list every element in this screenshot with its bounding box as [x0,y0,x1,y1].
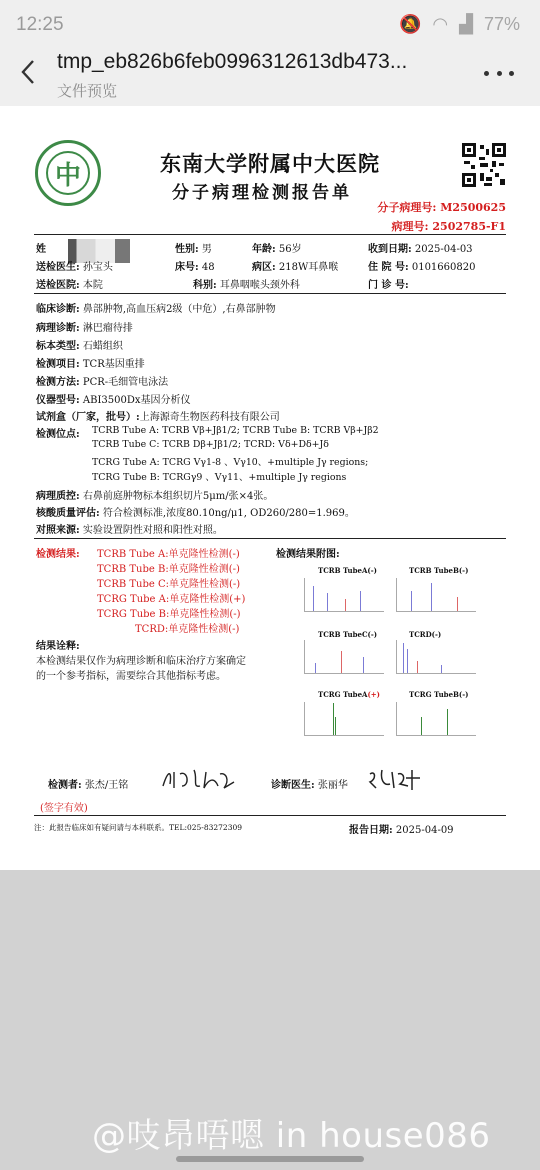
figure-title: TCRG TubeA(+) [318,690,380,699]
figure-title: TCRD(-) [409,630,442,639]
signature-valid-note: (签字有效) [40,803,88,814]
interpretation-label: 结果诠释: [36,641,80,652]
file-title: tmp_eb826b6feb0996312613db473... [57,50,408,73]
electropherogram [396,640,476,674]
report-title: 分子病理检测报告单 [172,183,352,203]
more-options-icon[interactable] [484,58,514,88]
test-item: TCR基因重排 [82,359,145,370]
site-line: TCRB Tube A: TCRB Vβ+Jβ1/2; TCRB Tube B: TCRB Vβ+Jβ2 [92,425,379,436]
site-line: TCRB Tube C: TCRB Dβ+Jβ1/2; TCRD: Vδ+Dδ+Jδ [92,439,329,450]
result-figures [296,560,486,750]
reagent-kit: 上海源奇生物医药科技有限公司 [139,412,280,423]
molecular-pathology-number: 分子病理号: M2500625 [377,201,506,214]
pathology-number: 病理号: 2502785-F1 [391,220,506,233]
contact-note: 注：此报告临床如有疑问请与本科联系。TEL:025-83272309 [34,823,243,832]
gesture-nav-bar[interactable] [176,1156,364,1162]
result-line: TCRB Tube B:单克隆性检测(-) [97,564,240,575]
doctor-signature [366,766,424,795]
app-bar [0,40,540,106]
divider [34,293,506,294]
result-line: TCRG Tube B:单克隆性检测(-) [97,609,241,620]
nucleic-acid-quality: 符合检测标准,浓度80.10ng/μ1, OD260/280=1.969。 [102,508,355,519]
figure-title: TCRB TubeB(-) [409,566,469,575]
figure-title: TCRB TubeC(-) [318,630,378,639]
result-line: TCRD:单克隆性检测(-) [135,624,240,635]
interpretation-line: 本检测结果仅作为病理诊断和临床治疗方案确定 [36,656,246,667]
quality-control: 右鼻前庭肿物标本组织切片5μm/张×4张。 [82,491,274,502]
back-arrow-icon[interactable] [14,54,42,90]
instrument: ABI3500Dx基因分析仪 [82,395,191,406]
watermark-text: @吱昂唔嗯 in house086 [92,1116,491,1156]
electropherogram [304,578,384,612]
result-line: TCRG Tube A:单克隆性检测(+) [97,594,246,605]
status-time: 12:25 [16,14,64,35]
report-date: 2025-04-09 [395,825,454,836]
hospital-seal-logo: 中 [35,140,101,206]
battery-text: 77% [483,14,520,34]
figure-title: TCRB TubeA(-) [318,566,377,575]
electropherogram [396,578,476,612]
electropherogram [304,702,384,736]
results-label: 检测结果: [36,549,80,560]
qr-code-icon [462,143,506,187]
figure-title: TCRG TubeB(-) [409,690,469,699]
examiner-name: 张杰/王铭 [84,780,129,791]
site-line: TCRG Tube B: TCRGγ9 、Vγ11、+multiple Jγ regions [92,472,347,483]
divider [34,815,506,816]
pathology-diagnosis: 淋巴瘤待排 [82,323,133,334]
result-line: TCRB Tube A:单克隆性检测(-) [97,549,240,560]
examiner-signature [160,766,236,795]
result-line: TCRB Tube C:单克隆性检测(-) [97,579,241,590]
file-subtitle: 文件预览 [57,82,118,100]
test-method: PCR-毛细管电泳法 [82,377,169,388]
mute-icon: 🔕 [398,14,422,34]
control-source: 实验设置阴性对照和阳性对照。 [82,525,223,536]
signal-icon: ▟ [459,14,473,34]
diagnosis-doctor-name: 张丽华 [317,780,348,791]
electropherogram [304,640,384,674]
report-document: 中 东南大学附属中大医院 分子病理检测报告单 分子病理号: M2500625 病理号: 2502785-F1 姓 性别: 男 年龄: 56岁 收到日期: 2025-04-03 送检医生: 孙宝头 床号: 48 病区: 218W耳鼻喉 住 院 号: 0101660820 送检医院: 本院 科别: 耳鼻咽喉头颈外科 门 诊 号: 临床诊断: 鼻部肿物,高血压病2级（中危）,右鼻部肿物 病理诊断: 淋巴瘤待排 标本类型: 石蜡组织 检测项目: TCR基因重排 检测方法: PCR-毛细管电泳法 仪器型号: ABI3500Dx基因分析仪 试剂盒（厂家，批号）:上海源奇生物医药科技有限公司 检测位点: TCRB Tube A: TCRB Vβ+Jβ1/2; TCRB Tube B: TCRB Vβ+Jβ2 TCRB Tube C: TCRB Dβ+Jβ1/2; TCRD: Vδ+Dδ+Jδ TCRG Tube A: TCRG Vγ1-8 、Vγ10、+multiple Jγ regions; TCRG Tube B: TCRGγ9 、Vγ11、+multiple Jγ regions 病理质控: 右鼻前庭肿物标本组织切片5μm/张×4张。 核酸质量评估: 符合检测标准,浓度80.10ng/μ1, OD260/280=1.969。 对照来源: 实验设置阴性对照和阳性对照。 检测结果: TCRB Tube A:单克隆性检测(-) TCRB Tube B:单克隆性检测(-) TCRB Tube C:单克隆性检测(-) TCRG Tube A:单克隆性检测(+) TCRG Tube B:单克隆性检测(-) TCRD:单克隆性检测(-) 检测结果附图: TCRB TubeA(-) TCRB TubeB(-) TCRB TubeC(-) TCRD(-) TCRG TubeA(+) TCRG TubeB(-) 结果诠释: 本检测结果仅作为病理诊断和临床治疗方案确定 的一个参考指标，需要综合其他指标考虑。 检测者: 张杰/王铭 诊断医生: 张丽华 (签字有效) 注：此报告临床如有疑问请与本科联系。TEL:025-83272309 报告日期: 2025-04-09 [0,106,540,870]
hospital-name: 东南大学附属中大医院 [160,151,380,176]
divider [34,234,506,235]
specimen-type: 石蜡组织 [82,341,123,352]
electropherogram [396,702,476,736]
interpretation-line: 的一个参考指标，需要综合其他指标考虑。 [36,671,226,682]
clinical-diagnosis: 鼻部肿物,高血压病2级（中危）,右鼻部肿物 [82,304,276,315]
wifi-icon: ◠ [432,14,449,34]
figure-label: 检测结果附图: [276,549,340,560]
site-line: TCRG Tube A: TCRG Vγ1-8 、Vγ10、+multiple Jγ regions; [92,457,369,468]
divider [34,538,506,539]
status-icons [393,14,520,35]
